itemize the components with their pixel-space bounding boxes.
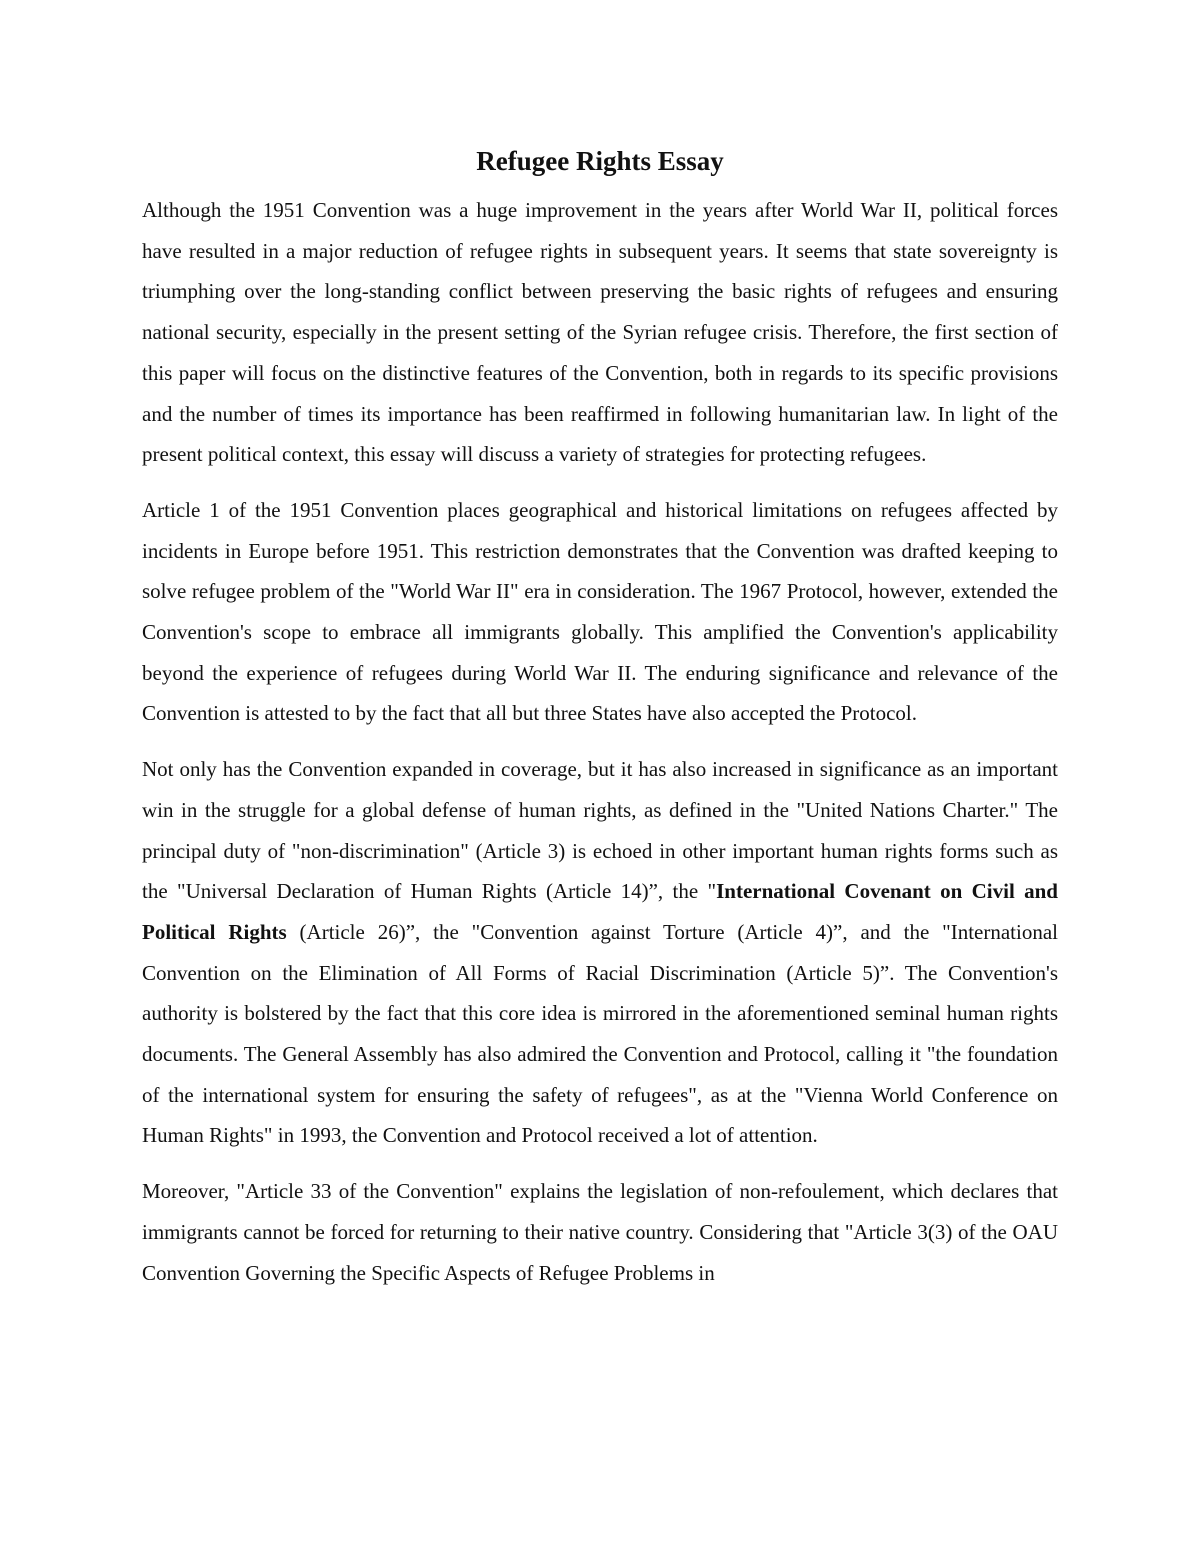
paragraph-3-text-start: Not only has the Convention expanded in coverage, but it has also increased in significance as an important win in the struggle for a global defense of human rights, as defined in the "United Nations Charter." The principal duty of "non-discrimination" (Article 3) is echoed in other important human rights forms such as the "Universal Declaration of Human Rights (Article 14)”, the " <box>142 757 1058 904</box>
paragraph-1: Although the 1951 Convention was a huge improvement in the years after World War II, political forces have resulted in a major reduction of refugee rights in subsequent years. It seems that state sovereignty is triumphing over the long-standing conflict between preserving the basic rights of refugees and ensuring national security, especially in the present setting of the Syrian refugee crisis. Therefore, the first section of this paper will focus on the distinctive features of the Convention, both in regards to its specific provisions and the number of times its importance has been reaffirmed in following humanitarian law. In light of the present political context, this essay will discuss a variety of strategies for protecting refugees. <box>142 198 1058 467</box>
paragraph-2: Article 1 of the 1951 Convention places geographical and historical limitations on refugees affected by incidents in Europe before 1951. This restriction demonstrates that the Convention was drafted keeping to solve refugee problem of the "World War II" era in consideration. The 1967 Protocol, however, extended the Convention's scope to embrace all immigrants globally. This amplified the Convention's applicability beyond the experience of refugees during World War II. The enduring significance and relevance of the Convention is attested to by the fact that all but three States have also accepted the Protocol. <box>142 497 1058 726</box>
paragraph-4: Moreover, "Article 33 of the Convention" explains the legislation of non-refoulement, which declares that immigrants cannot be forced for returning to their native country. Considering that "Article 3(3) of the OAU Convention Governing the Specific Aspects of Refugee Problems in <box>142 1179 1058 1285</box>
paragraph-3-bold-title: International Covenant on Civil and Political Rights <box>142 879 1058 944</box>
paragraph-3-text-end: (Article 26)”, the "Convention against Torture (Article 4)”, and the "International Convention on the Elimination of All Forms of Racial Discrimination (Article 5)”. The Convention's authority is bolstered by the fact that this core idea is mirrored in the aforementioned seminal human rights documents. The General Assembly has also admired the Convention and Protocol, calling it "the foundation of the international system for ensuring the safety of refugees", as at the "Vienna World Conference on Human Rights" in 1993, the Convention and Protocol received a lot of attention. <box>142 919 1058 1148</box>
page-title: Refugee Rights Essay <box>476 146 724 176</box>
paragraph-3 <box>142 749 1058 1156</box>
document-body <box>142 138 1058 1308</box>
